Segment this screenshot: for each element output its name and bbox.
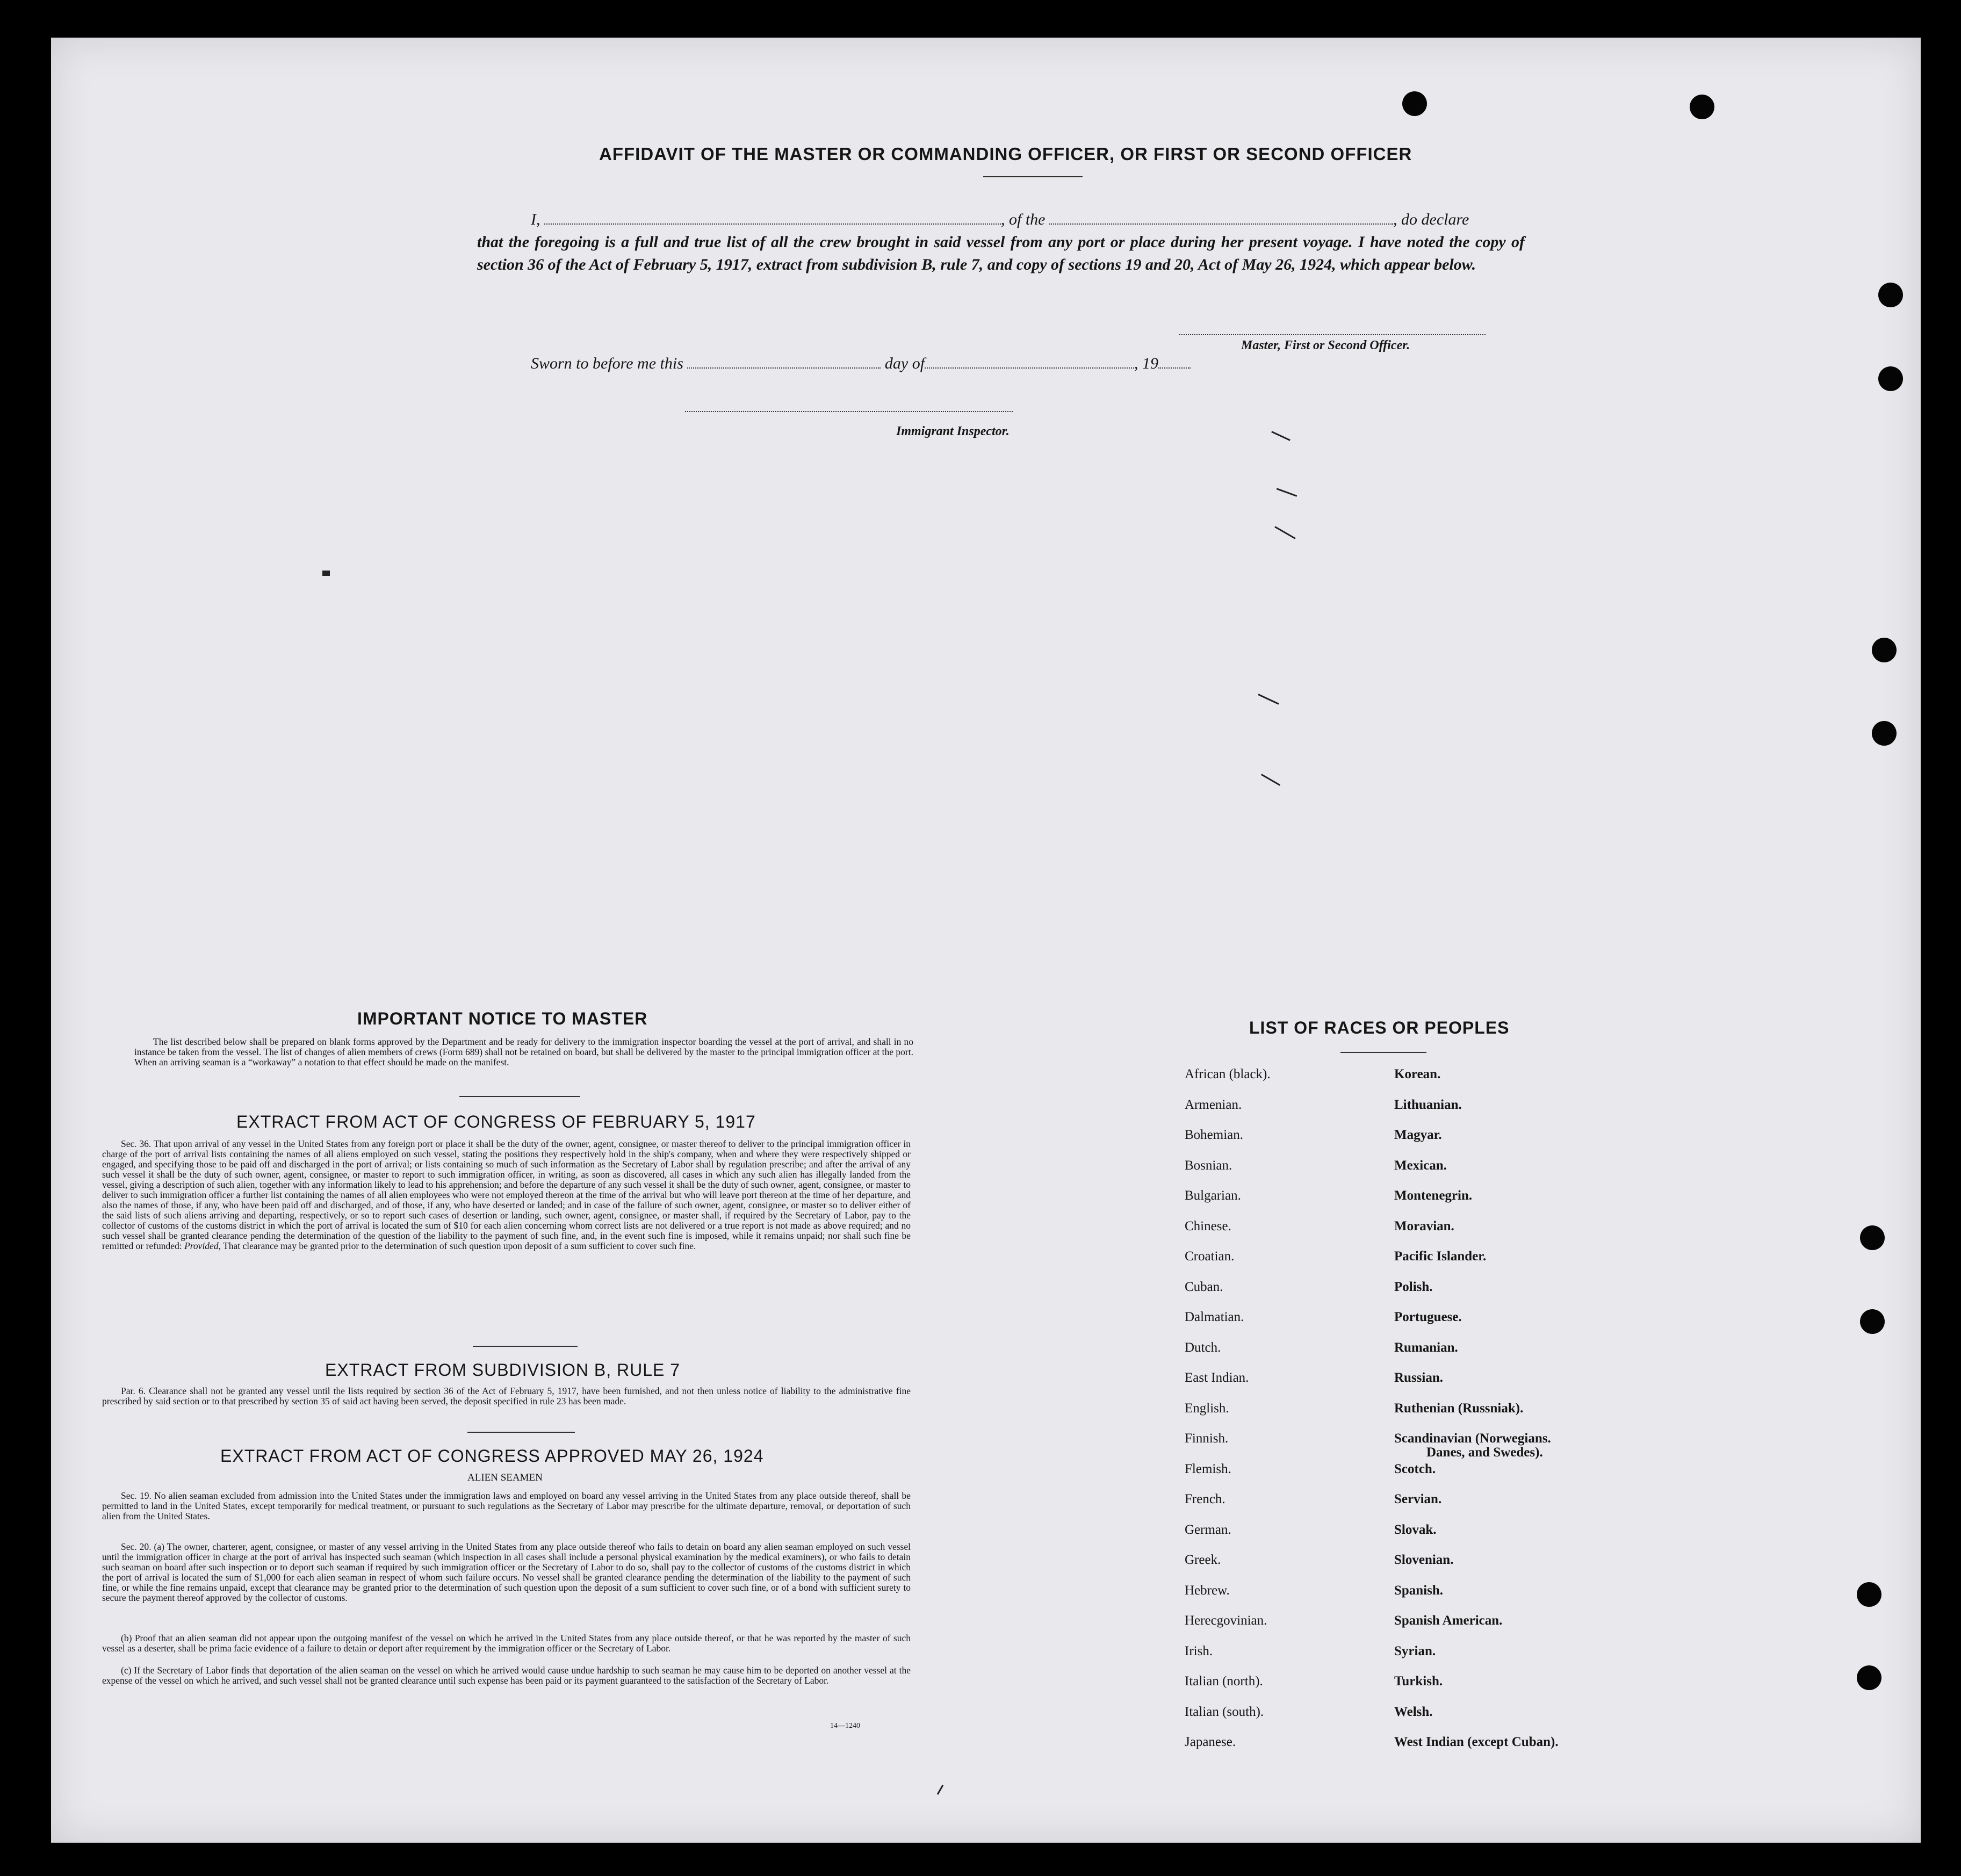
race-item: Bosnian. [1185, 1158, 1232, 1173]
race-item: Rumanian. [1394, 1340, 1458, 1355]
race-item: Bohemian. [1185, 1128, 1244, 1142]
race-item: Slovak. [1394, 1522, 1437, 1537]
race-item: Turkish. [1394, 1674, 1443, 1689]
affidavit-title: AFFIDAVIT OF THE MASTER OR COMMANDING OFFICER, OR FIRST OR SECOND OFFICER [599, 144, 1412, 164]
race-item: Herecgovinian. [1185, 1613, 1267, 1628]
race-item: Bulgarian. [1185, 1188, 1241, 1203]
race-item: Polish. [1394, 1279, 1433, 1294]
race-item: Hebrew. [1185, 1583, 1230, 1598]
declaration-i: I, [531, 211, 540, 228]
race-item: Dalmatian. [1185, 1310, 1244, 1324]
extract-1917-text-main: Sec. 36. That upon arrival of any vessel in the United States from any foreign port or place it shall be the duty of the owner, agent, consignee, or master thereof to deliver to the principal immigration officer in charge of the port of arrival lists containing the names of all aliens employed on such vessel, stating the positions they respectively hold in the ship's company, when and where they were respectively shipped or engaged, and specifying those to be paid off and discharged in the port of arrival; or lists containing so much of such information as the Secretary of Labor shall by regulation prescribe; and after the arrival of any such vessel it shall be the duty of such owner, agent, consignee, or master to report to such immigration officer, in writing, as soon as discovered, all cases in which any such alien has illegally landed from the vessel, giving a description of such alien, together with any information likely to lead to his apprehension; and before the departure of any such vessel it shall be the duty of such owner, agent, consignee, or master to deliver to such immigration officer a further list containing the names of all alien employees who were not employed thereon at the time of the arrival but who will leave port thereon at the time of her departure, and also the names of those, if any, who have been paid off and discharged, and of those, if any, who have deserted or landed; and in case of the failure of such owner, agent, consignee, or master so to deliver either of the said lists of such aliens arriving and departing, respectively, or so to report such cases of desertion or landing, such owner, agent, consignee, or master shall, if required by the Secretary of Labor, pay to the collector of customs of the customs district in which the port of arrival is located the sum of $10 for each alien concerning whom correct lists are not delivered or a true report is not made as above required; and no such vessel shall be granted clearance pending the determination of the question of the liability to the payment of such fine, and, in the event such fine is imposed, while it remains unpaid; nor shall such fine be remitted or refunded: [102, 1138, 911, 1251]
section-divider [473, 1346, 578, 1347]
race-item: Welsh. [1394, 1704, 1433, 1719]
race-item: Korean. [1394, 1067, 1441, 1081]
declaration-do-declare: , do declare [1393, 211, 1469, 228]
extract-1924-sec20b: (b) Proof that an alien seaman did not appear upon the outgoing manifest of the vessel on which he arrived in the United States from any place outside thereof, or that he was reported by the master of such vessel as a deserter, shall be prima facie evidence of a failure to detain or deport after requirement by the immigration officer or the Secretary of Labor. [102, 1633, 911, 1654]
race-item: Italian (north). [1185, 1674, 1263, 1689]
title-underline [983, 176, 1083, 177]
races-right-column [1394, 1066, 1559, 1765]
race-item: Cuban. [1185, 1279, 1223, 1294]
binder-hole [1857, 1665, 1881, 1690]
vessel-blank [1049, 223, 1393, 225]
race-item: Irish. [1185, 1643, 1213, 1658]
sworn-day-of: day of [884, 355, 925, 372]
race-item: Syrian. [1394, 1643, 1436, 1658]
race-item: Chinese. [1185, 1218, 1231, 1233]
binder-hole [1690, 95, 1714, 119]
race-item: Armenian. [1185, 1097, 1242, 1112]
races-title-underline [1340, 1052, 1426, 1053]
race-item: Spanish. [1394, 1583, 1444, 1598]
extract-1917-proviso: Provided, [184, 1240, 221, 1251]
race-item: East Indian. [1185, 1370, 1249, 1385]
sworn-prefix: Sworn to before me this [531, 355, 683, 372]
sworn-month-blank [925, 367, 1134, 369]
affidavit-body: that the foregoing is a full and true list of all the crew brought in said vessel from any port or place during her present voyage. I have noted the copy of section 36 of the Act of February 5, 1917, extract from subdivision B, rule 7, and copy of sections 19 and 20, Act of May 26, 1924, which appear below. [477, 233, 1525, 273]
race-item: Lithuanian. [1394, 1097, 1462, 1112]
race-item: Finnish. [1185, 1431, 1229, 1446]
notice-title: IMPORTANT NOTICE TO MASTER [357, 1009, 648, 1028]
extract-1924-title: EXTRACT FROM ACT OF CONGRESS APPROVED MAY 26, 1924 [220, 1446, 764, 1466]
extract-1924-sec19: Sec. 19. No alien seaman excluded from admission into the United States under the immigration laws and employed on board any vessel arriving in the United States from any place outside thereof, shall be permitted to land in the United States, except temporarily for medical treatment, or pursuant to such regulations as the Secretary of Labor may prescribe for the ultimate departure, removal, or deportation of such alien from the United States. [102, 1490, 911, 1521]
race-item: French. [1185, 1492, 1225, 1506]
scan-speck [322, 571, 330, 576]
binder-hole [1878, 366, 1903, 391]
binder-hole [1872, 721, 1897, 746]
extract-1924-sec20a: Sec. 20. (a) The owner, charterer, agent, consignee, or master of any vessel arriving in the United States from any place outside thereof who fails to detain on board any alien seaman employed on such vessel until the immigration officer in charge at the port of arrival has inspected such seaman (which inspection in all cases shall include a personal physical examination by the medical examiners), or who fails to detain such seaman on board after such inspection or to deport such seaman if required by such immigration officer or the Secretary of Labor to do so, shall pay to the collector of customs of the customs district in which the port of arrival is located the sum of $1,000 for each alien seaman in respect of whom such failure occurs. No vessel shall be granted clearance pending the determination of the liability to the payment of such fine, or while the fine remains unpaid, except that clearance may be granted prior to the determination of such question upon the deposit of a sum sufficient to cover such fine, or of a bond with sufficient surety to secure the payment thereof approved by the collector of customs. [102, 1541, 911, 1603]
race-item: Montenegrin. [1394, 1188, 1473, 1203]
race-item: Spanish American. [1394, 1613, 1503, 1628]
race-item: German. [1185, 1522, 1231, 1537]
extract-1917-title: EXTRACT FROM ACT OF CONGRESS OF FEBRUARY 5, 1917 [236, 1112, 756, 1131]
binder-hole [1857, 1582, 1881, 1607]
extract-1917-text-end: That clearance may be granted prior to the determination of such question upon deposit of a sum sufficient to cover such fine. [223, 1240, 696, 1251]
race-item: Greek. [1185, 1553, 1221, 1567]
race-item: Servian. [1394, 1492, 1442, 1506]
race-item: Ruthenian (Russniak). [1394, 1401, 1524, 1416]
binder-hole [1872, 638, 1897, 662]
extract-1924-subtitle: ALIEN SEAMEN [467, 1472, 543, 1483]
extract-1917-text [102, 1139, 911, 1251]
inspector-signature-caption: Immigrant Inspector. [896, 424, 1010, 438]
race-item [1394, 1431, 1559, 1461]
race-item: Russian. [1394, 1370, 1444, 1385]
binder-hole [1402, 91, 1427, 116]
master-signature-caption: Master, First or Second Officer. [1241, 338, 1410, 352]
race-item: African (black). [1185, 1067, 1271, 1081]
race-item: Flemish. [1185, 1461, 1231, 1476]
extract-rule7-title: EXTRACT FROM SUBDIVISION B, RULE 7 [325, 1360, 681, 1380]
notice-text: The list described below shall be prepared on blank forms approved by the Department and be ready for delivery to the immigration inspector boarding the vessel at the port of arrival, and shall in no instance be taken from the vessel. The list of changes of alien members of crews (Form 689) shall not be retained on board, but shall be delivered by the master to the principal immigration officer at the port. When an arriving seaman is a “workaway” a notation to that effect should be made on the manifest. [134, 1036, 913, 1067]
race-item: Scotch. [1394, 1461, 1436, 1476]
master-signature-line [1179, 334, 1486, 335]
section-divider [459, 1096, 580, 1097]
race-item-continuation: Danes, and Swedes). [1426, 1445, 1543, 1460]
sworn-year: , 19 [1134, 355, 1159, 372]
form-number: 14—1240 [830, 1722, 860, 1730]
section-divider [467, 1432, 575, 1433]
race-item: Italian (south). [1185, 1704, 1264, 1719]
race-item: Croatian. [1185, 1249, 1235, 1264]
race-item: Magyar. [1394, 1128, 1442, 1142]
sworn-year-blank [1158, 367, 1191, 369]
race-item-scandinavian: Scandinavian (Norwegians. [1394, 1431, 1551, 1446]
races-title: LIST OF RACES OR PEOPLES [1249, 1018, 1510, 1037]
binder-hole [1860, 1225, 1885, 1250]
binder-hole [1860, 1309, 1885, 1334]
inspector-signature-line [685, 411, 1013, 412]
race-item: Japanese. [1185, 1735, 1236, 1749]
race-item: Dutch. [1185, 1340, 1221, 1355]
sworn-line [531, 355, 1191, 373]
binder-hole [1878, 283, 1903, 307]
extract-rule7-text: Par. 6. Clearance shall not be granted any vessel until the lists required by section 36 of the Act of February 5, 1917, have been furnished, and not then unless notice of liability to the administrative fine prescribed by said section or to that prescribed by section 35 of said act having been served, the deposit specified in rule 23 has been made. [102, 1386, 911, 1406]
declaration-of-the: , of the [1001, 211, 1046, 228]
race-item: Portuguese. [1394, 1310, 1462, 1324]
extract-1924-sec20c: (c) If the Secretary of Labor finds that deportation of the alien seaman on the vessel on which he arrived would cause undue hardship to such seaman he may cause him to be deported on another vessel at the expense of the vessel on which he arrived, and such vessel shall not be granted clearance until such expense has been paid or its payment guaranteed to the satisfaction of the Secretary of Labor. [102, 1665, 911, 1686]
race-item: Mexican. [1394, 1158, 1447, 1173]
races-left-column [1185, 1066, 1271, 1765]
race-item: Slovenian. [1394, 1553, 1454, 1567]
race-item: English. [1185, 1401, 1229, 1416]
affidavit-declaration-line [531, 211, 1525, 229]
race-item: West Indian (except Cuban). [1394, 1735, 1559, 1749]
race-item: Moravian. [1394, 1218, 1454, 1233]
sworn-date-blank [687, 367, 881, 369]
name-blank [544, 223, 1001, 225]
race-item: Pacific Islander. [1394, 1249, 1487, 1264]
